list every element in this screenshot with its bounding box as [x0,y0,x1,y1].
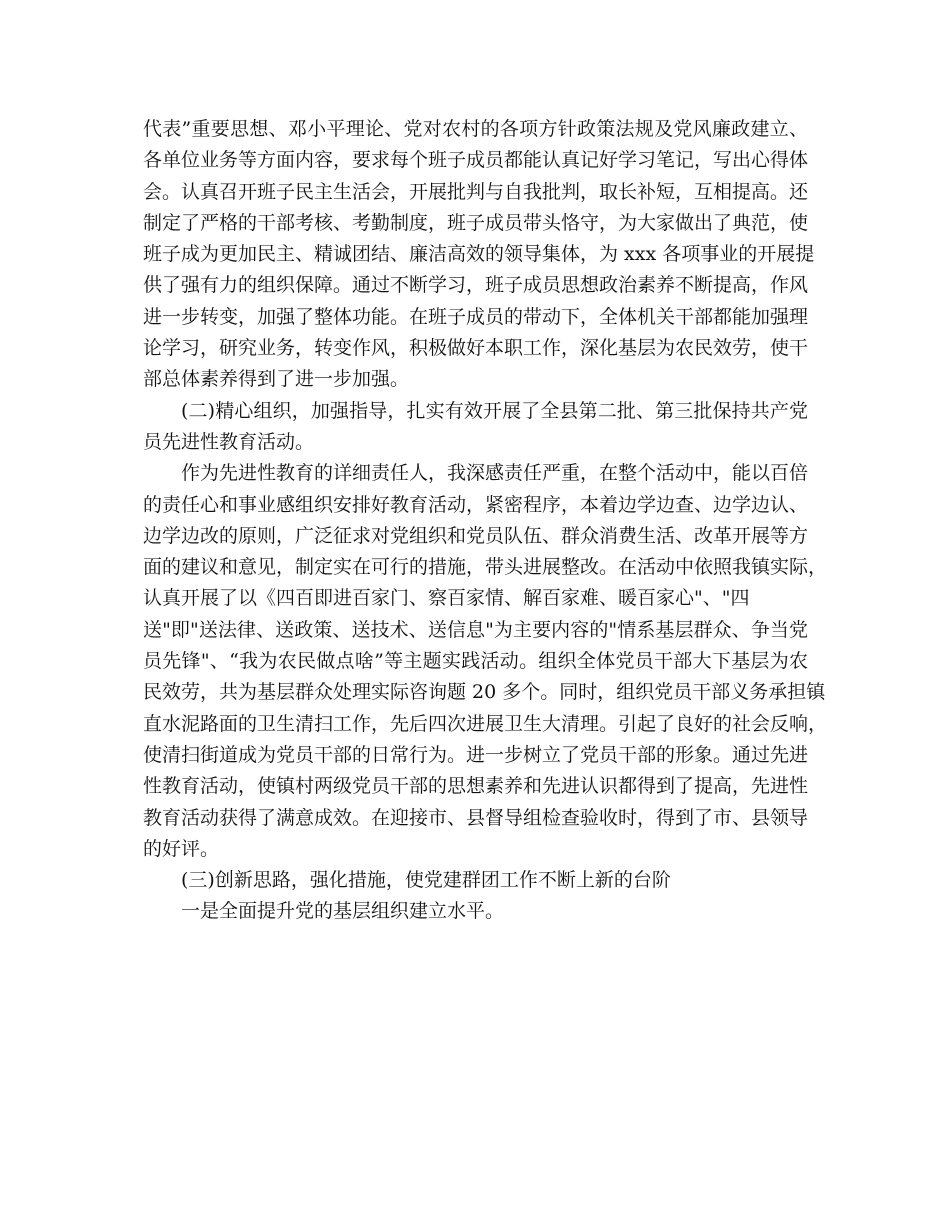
text-line: 民效劳，共为基层群众处理实际咨询题 20 多个。同时，组织党员干部义务承担镇 [143,681,826,704]
text-line: 供了强有力的组织保障。通过不断学习，班子成员思想政治素养不断提高，作风 [143,274,809,297]
text-line: 员先进性教育活动。 [143,430,315,453]
section-heading-2: (二)精心组织，加强指导，扎实有效开展了全县第二批、第三批保持共产党 [181,399,808,422]
text-line: 性教育活动，使镇村两级党员干部的思想素养和先进认识都得到了提高，先进性 [143,775,809,798]
text-line: 边学边改的原则，广泛征求对党组织和党员队伍、群众消费生活、改革开展等方 [143,524,809,547]
text-line: 班子成为更加民主、精诚团结、廉洁高效的领导集体，为 xxx 各项事业的开展提 [143,243,815,266]
text-line: 代表”重要思想、邓小平理论、党对农村的各项方针政策法规及党风廉政建立、 [143,118,808,140]
text-line: 面的建议和意见，制定实在可行的措施，带头进展整改。在活动中依照我镇实际， [143,556,828,579]
text-line: 员先锋"、“我为农民做点啥”等主题实践活动。组织全体党员干部大下基层为农 [143,650,808,673]
section-heading-3: (三)创新思路，强化措施，使党建群团工作不断上新的台阶 [181,869,671,892]
text-line: 的责任心和事业感组织安排好教育活动，紧密程序，本着边学边查、边学边认、 [143,493,809,516]
text-line: 直水泥路面的卫生清扫工作，先后四次进展卫生大清理。引起了良好的社会反响， [143,712,828,735]
paragraph-start: 作为先进性教育的详细责任人，我深感责任严重，在整个活动中，能以百倍 [181,462,809,485]
text-line: 进一步转变，加强了整体功能。在班子成员的带动下，全体机关干部都能加强理 [143,305,809,328]
text-line: 认真开展了以《四百即进百家门、察百家情、解百家难、暖百家心"、"四 [143,587,750,610]
text-line: 部总体素养得到了进一步加强。 [143,368,410,391]
subsection-line: 一是全面提升党的基层组织建立水平。 [181,900,505,923]
text-line: 各单位业务等方面内容，要求每个班子成员都能认真记好学习笔记，写出心得体 [143,149,809,172]
text-line: 会。认真召开班子民主生活会，开展批判与自我批判，取长补短，互相提高。还 [143,180,809,203]
text-line: 的好评。 [143,837,220,860]
text-line: 送"即"送法律、送政策、送技术、送信息"为主要内容的"情系基层群众、争当党 [143,618,808,641]
text-line: 制定了严格的干部考核、考勤制度，班子成员带头恪守，为大家做出了典范，使 [143,211,809,234]
text-line: 论学习，研究业务，转变作风，积极做好本职工作，深化基层为农民效劳，使干 [143,337,809,360]
text-line: 使清扫街道成为党员干部的日常行为。进一步树立了党员干部的形象。通过先进 [143,743,809,766]
text-line: 教育活动获得了满意成效。在迎接市、县督导组检查验收时，得到了市、县领导 [143,806,809,829]
document-body [143,114,828,928]
